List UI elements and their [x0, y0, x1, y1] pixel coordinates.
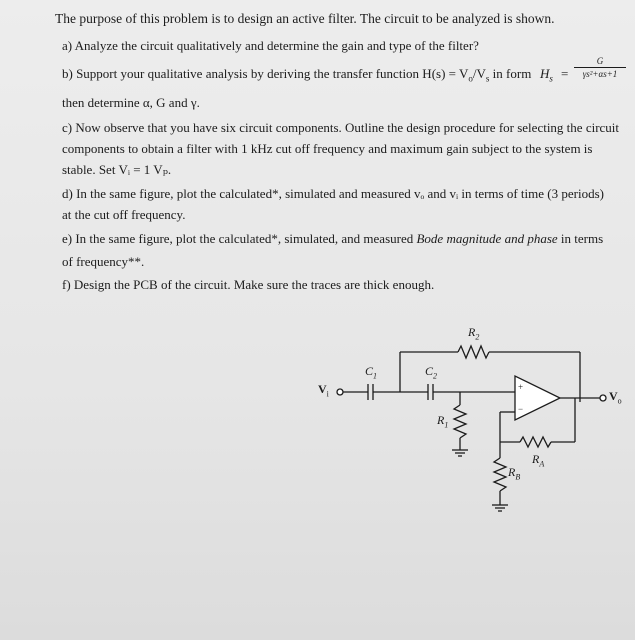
rb-label: [508, 465, 520, 481]
problem-intro: The purpose of this problem is to design an active filter. The circuit to be analyzed is shown.: [55, 11, 555, 26]
part-a: a) Analyze the circuit qualitatively and determine the gain and type of the filter?: [62, 38, 479, 53]
vi-letter: V: [318, 382, 327, 396]
ra-resistor: [520, 437, 551, 447]
r1-sub: 1: [444, 420, 449, 430]
vo-letter: V: [609, 389, 618, 403]
vo-label: [609, 389, 622, 405]
c2-letter: C: [425, 364, 434, 378]
r2-resistor: [458, 346, 489, 358]
part-f: f) Design the PCB of the circuit. Make sure the traces are thick enough.: [62, 277, 435, 292]
r2-letter: R: [468, 325, 476, 339]
ra-sub: A: [539, 459, 545, 469]
c1-sub: 1: [373, 371, 378, 381]
part-c-line2: components to obtain a filter with 1 kHz cut off frequency and maximum gain subject to the system is: [62, 141, 593, 156]
fraction-denominator: γs²+αs+1: [582, 69, 618, 79]
ra-letter: R: [532, 452, 540, 466]
equals-sign: =: [561, 66, 569, 81]
vi-label: [318, 382, 329, 398]
part-e-italic: Bode magnitude and phase: [416, 231, 558, 246]
part-b-text: b) Support your qualitative analysis by deriving the transfer function H(s) = V: [62, 66, 469, 81]
part-e-suffix: in terms: [557, 231, 604, 246]
r1-letter: R: [437, 413, 445, 427]
rb-letter: R: [508, 465, 516, 479]
opamp-minus-label: −: [518, 404, 524, 414]
c2-label: [425, 364, 437, 380]
part-d-line2: at the cut off frequency.: [62, 207, 186, 222]
rb-sub: B: [515, 472, 521, 482]
c1-letter: C: [365, 364, 374, 378]
vo-terminal: [600, 395, 606, 401]
part-e-prefix: e) In the same figure, plot the calculated*, simulated, and measured: [62, 231, 417, 246]
vi-terminal: [337, 389, 343, 395]
part-c-line3: stable. Set Vᵢ = 1 Vₚ.: [62, 162, 172, 177]
fraction-numerator: G: [596, 56, 604, 66]
part-c-line1: c) Now observe that you have six circuit components. Outline the design procedure for selecting the circuit: [62, 120, 620, 135]
c1-label: [365, 364, 377, 380]
hs-label: H: [540, 66, 550, 81]
r1-label: [437, 413, 448, 429]
opamp-plus-label: +: [518, 382, 524, 392]
r1-resistor: [454, 405, 466, 438]
part-b-line2: then determine α, G and γ.: [62, 95, 200, 110]
r2-label: [468, 325, 479, 341]
part-e-line2: of frequency**.: [62, 254, 145, 269]
hs-sub: s: [549, 73, 553, 84]
part-b-suffix: in form: [489, 66, 532, 81]
vo-sub: o: [617, 396, 622, 406]
ra-label: [532, 452, 544, 468]
vi-sub: i: [326, 389, 329, 399]
part-b-sub-s: s: [485, 73, 490, 84]
part-b-sub-o: o: [468, 73, 473, 84]
r2-sub: 2: [475, 332, 480, 342]
c2-sub: 2: [433, 371, 438, 381]
part-d-line1: d) In the same figure, plot the calculated*, simulated and measured vₒ and vᵢ in terms of time (3 periods): [62, 186, 604, 201]
rb-resistor: [494, 458, 506, 491]
part-b-slash: /V: [472, 66, 486, 81]
